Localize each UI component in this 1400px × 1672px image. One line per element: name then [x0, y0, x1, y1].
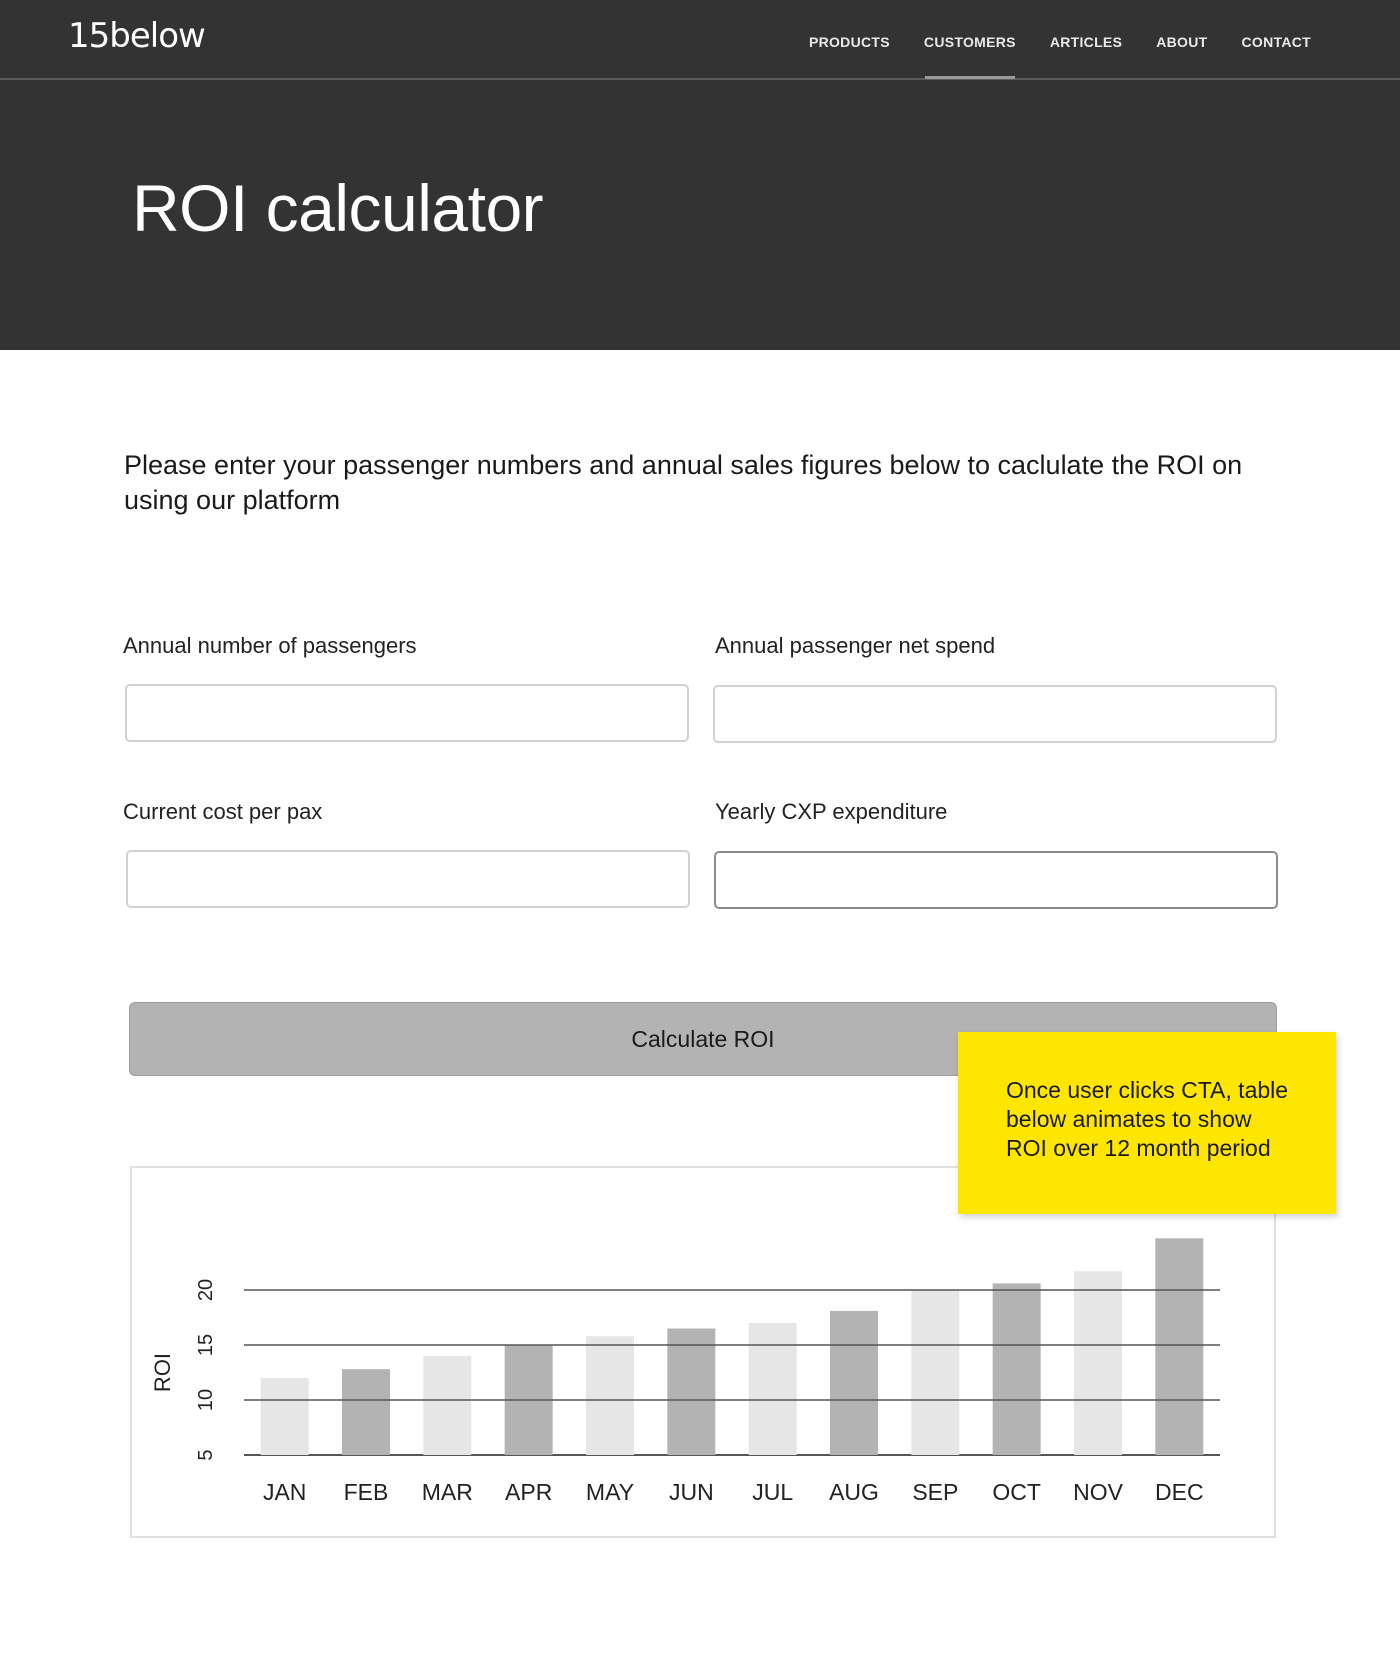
bar-aug [830, 1311, 878, 1455]
x-tick-label: DEC [1155, 1479, 1204, 1505]
x-tick-label: JAN [262, 1479, 307, 1505]
nav-articles[interactable]: ARTICLES [1049, 34, 1123, 50]
bar-nov [1074, 1271, 1122, 1455]
x-tick-label: AUG [829, 1479, 879, 1505]
bar-jan [261, 1378, 309, 1455]
bar-dec [1155, 1238, 1203, 1455]
net-spend-label: Annual passenger net spend [715, 633, 996, 658]
nav-products[interactable]: PRODUCTS [808, 34, 890, 50]
y-tick-label: 5 [195, 1449, 217, 1461]
net-spend-input[interactable] [713, 685, 1277, 743]
cxp-expenditure-input[interactable] [714, 851, 1278, 909]
page-title: ROI calculator [132, 171, 544, 245]
bar-jun [667, 1329, 715, 1456]
top-navbar [0, 0, 1400, 80]
roi-chart [130, 1166, 1276, 1538]
x-tick-label: NOV [1073, 1479, 1123, 1505]
x-tick-label: MAR [421, 1479, 473, 1505]
y-tick-label: 10 [195, 1388, 217, 1412]
x-tick-label: FEB [343, 1479, 389, 1505]
annual-passengers-input[interactable] [125, 684, 689, 742]
x-tick-label: JUL [752, 1479, 794, 1505]
nav-customers[interactable]: CUSTOMERS [907, 0, 1033, 80]
bar-may [586, 1336, 634, 1455]
y-tick-label: 20 [195, 1278, 217, 1302]
x-tick-label: APR [505, 1479, 553, 1505]
main-nav [792, 0, 1328, 80]
roi-chart-svg [132, 1168, 1274, 1536]
nav-contact[interactable]: CONTACT [1241, 34, 1311, 50]
bar-oct [993, 1283, 1041, 1455]
intro-text: Please enter your passenger numbers and annual sales figures below to caclulate the ROI on using our platform [124, 450, 1243, 515]
y-tick-label: 15 [195, 1333, 217, 1357]
x-tick-label: JUN [668, 1479, 714, 1505]
page-header [0, 0, 1400, 350]
x-tick-label: OCT [992, 1479, 1041, 1505]
bar-sep [911, 1290, 959, 1455]
brand-logo[interactable]: 15below [68, 16, 205, 56]
cost-per-pax-input[interactable] [126, 850, 690, 908]
bar-jul [749, 1323, 797, 1455]
nav-about[interactable]: ABOUT [1156, 34, 1208, 50]
bar-mar [423, 1356, 471, 1455]
annotation-note: Once user clicks CTA, table below animates to show ROI over 12 month period [958, 1032, 1336, 1214]
x-tick-label: MAY [585, 1479, 635, 1505]
x-tick-label: SEP [912, 1479, 959, 1505]
calculate-roi-button[interactable]: Calculate ROI [129, 1002, 1277, 1076]
y-axis-label: ROI [150, 1352, 175, 1393]
bar-feb [342, 1369, 390, 1455]
annual-passengers-label: Annual number of passengers [123, 633, 417, 658]
cxp-expenditure-label: Yearly CXP expenditure [715, 799, 948, 824]
cost-per-pax-label: Current cost per pax [123, 799, 323, 824]
